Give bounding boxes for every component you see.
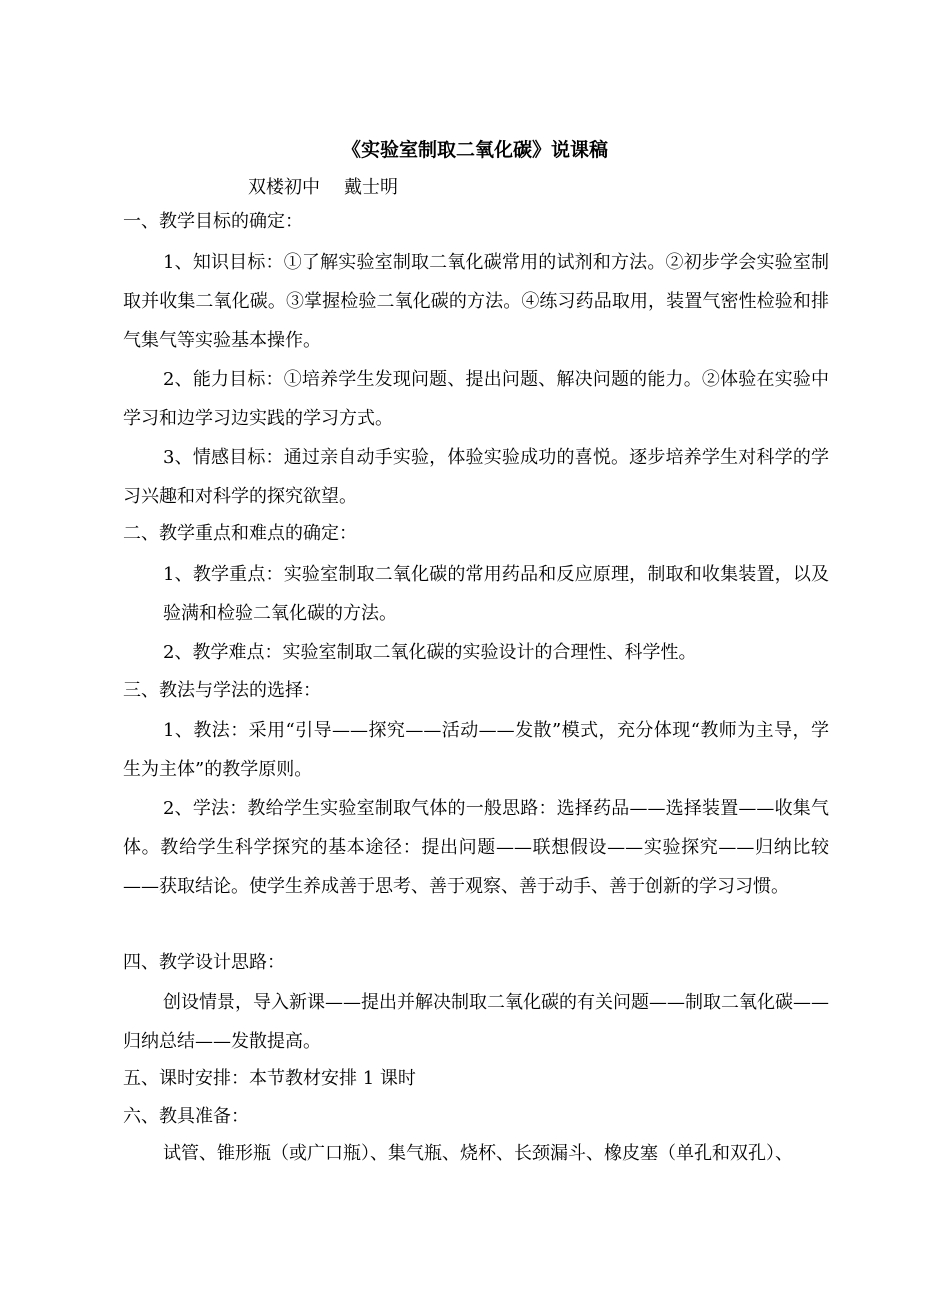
author-line	[248, 174, 398, 202]
section-6-heading: 六、教具准备：	[123, 1106, 249, 1127]
section-4-paragraph-1: 创设情景，导入新课——提出并解决制取二氧化碳的有关问题——制取二氧化碳——归纳总结——发散提高。	[123, 992, 829, 1052]
section-4-heading: 四、教学设计思路：	[123, 952, 285, 973]
section-2-paragraph-1: 1、教学重点：实验室制取二氧化碳的常用药品和反应原理，制取和收集装置，以及验满和检验二氧化碳的方法。	[163, 564, 829, 624]
section-2-heading: 二、教学重点和难点的确定：	[123, 523, 357, 544]
section-5-heading: 五、课时安排：本节教材安排 1 课时	[123, 1068, 416, 1089]
section-3-heading: 三、教法与学法的选择：	[123, 680, 321, 701]
school-name: 双楼初中	[248, 177, 320, 198]
section-1-heading: 一、教学目标的确定：	[123, 211, 303, 232]
section-1-paragraph-1: 1、知识目标：①了解实验室制取二氧化碳常用的试剂和方法。②初步学会实验室制取并收集二氧化碳。③掌握检验二氧化碳的方法。④练习药品取用，装置气密性检验和排气集气等实验基本操作。	[123, 252, 829, 351]
section-1-paragraph-2: 2、能力目标：①培养学生发现问题、提出问题、解决问题的能力。②体验在实验中学习和边学习边实践的学习方式。	[123, 369, 829, 429]
document-title: 《实验室制取二氧化碳》说课稿	[341, 139, 608, 161]
section-2-paragraph-2: 2、教学难点：实验室制取二氧化碳的实验设计的合理性、科学性。	[163, 642, 697, 663]
section-3-paragraph-2: 2、学法：教给学生实验室制取气体的一般思路：选择药品——选择装置——收集气体。教给学生科学探究的基本途径：提出问题——联想假设——实验探究——归纳比较——获取结论。使学生养成善于思考、善于观察、善于动手、善于创新的学习习惯。	[123, 798, 829, 897]
author-name: 戴士明	[344, 177, 398, 198]
section-6-paragraph-1: 试管、锥形瓶（或广口瓶）、集气瓶、烧杯、长颈漏斗、橡皮塞（单孔和双孔）、	[163, 1143, 793, 1164]
section-3-paragraph-1: 1、教法：采用“引导——探究——活动——发散”模式，充分体现“教师为主导，学生为主体”的教学原则。	[123, 720, 829, 780]
section-1-paragraph-3: 3、情感目标：通过亲自动手实验，体验实验成功的喜悦。逐步培养学生对科学的学习兴趣和对科学的探究欲望。	[123, 447, 829, 507]
